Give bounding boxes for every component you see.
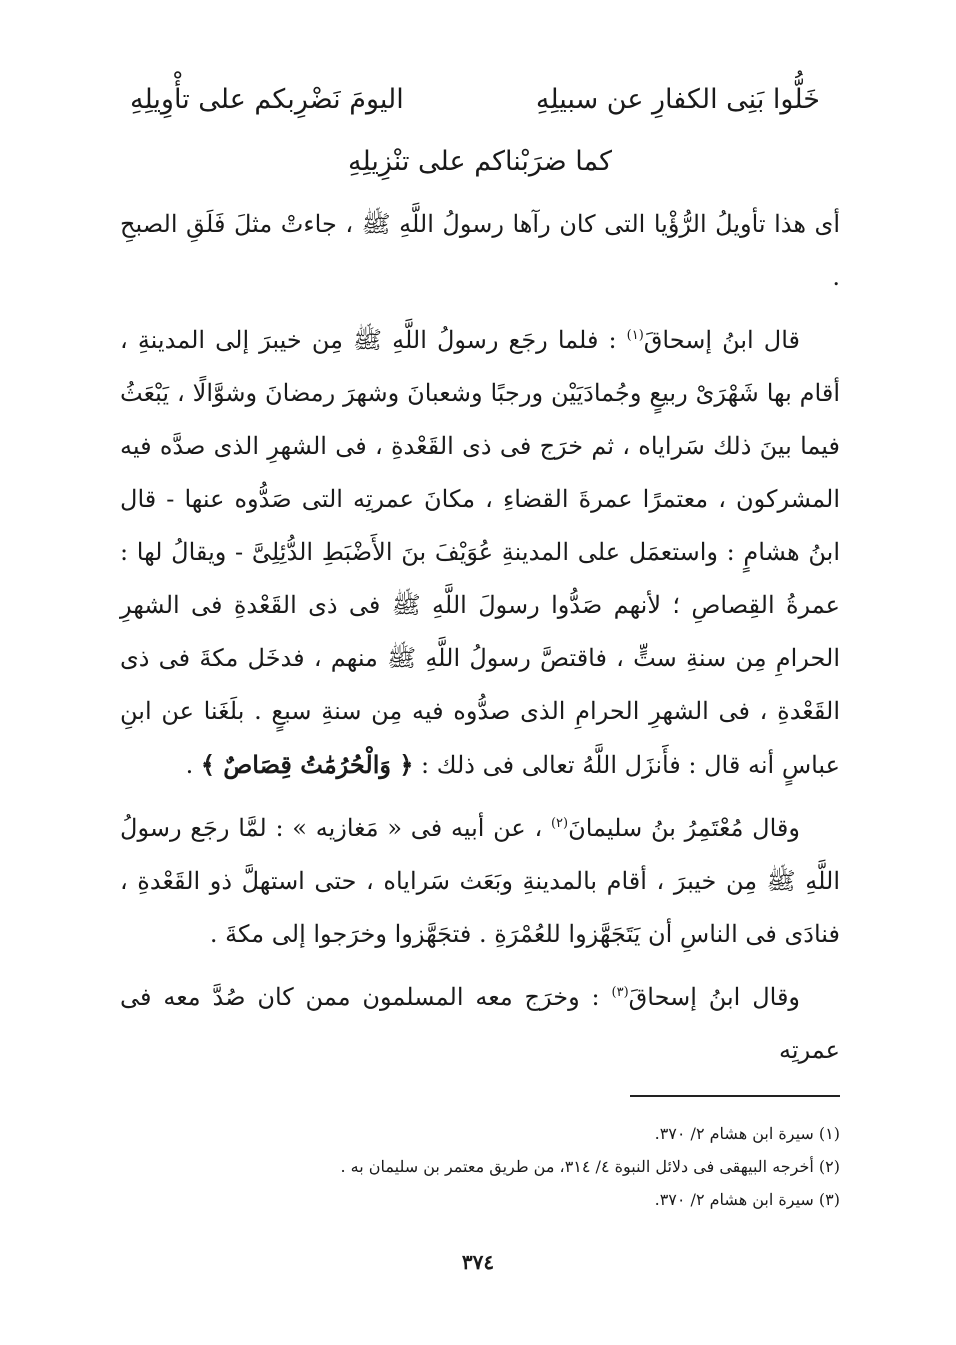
paragraph-2-text: : فلما رجَع رسولُ اللَّهِ ﷺ مِن خيبرَ إلى المدينةِ ، أقام بها شَهْرَىْ ربيعٍ وجُمادَيَيْن ورجبًا وشعبانَ وشهرَ رمضانَ وشوَّالًا ، يَبْعَثُ فيما بينَ ذلك سَراياه ، ثم خرَج فى ذى القَعْدةِ ، فى الشهرِ الذى صدَّه فيه المشركون ، معتمرًا عمرةَ القضاءِ ، مكانَ عمرتِه التى صَدُّوه عنها - قال ابنُ هشامٍ : واستعمَل على المدينةِ عُوَيْفَ بنَ الأَضْبَطِ الدُّئِلِىَّ - ويقالُ لها : عمرةُ القِصاصِ ؛ لأنهم صَدُّوا رسولَ اللَّهِ ﷺ فى ذى القَعْدةِ فى الشهرِ الحرامِ مِن سنةِ ستٍّ ، فاقتصَّ رسولُ اللَّهِ ﷺ منهم ، فدخَل مكةَ فى ذى القَعْدةِ ، فى الشهرِ الحرامِ الذى صدُّوه فيه مِن سنةِ سبعٍ . بلَغَنا عن ابنِ عباسٍ أنه قال : فأَنزَل اللَّهُ تعالى فى ذلك :	[120, 326, 840, 779]
quran-citation: ﴿ وَالْحُرُمَٰتُ قِصَاصٌ ﴾	[200, 750, 414, 779]
poem-hemistich-first: خَلُّوا بَنِى الكفارِ عن سبيلِهِ	[535, 84, 820, 115]
paragraph-3-lead: وقال مُعْتَمِرُ بنُ سليمانَ	[568, 814, 800, 842]
footnote-ref-3: (٣)	[611, 985, 629, 1000]
footnote-ref-1: (١)	[626, 328, 644, 343]
paragraph-3	[120, 802, 840, 961]
paragraph-4	[120, 971, 840, 1077]
paragraph-2	[120, 314, 840, 792]
poem-hemistich-third: كما ضرَبْناكم على تنْزِيلِهِ	[347, 146, 612, 177]
footnote-2: (٢) أخرجه البيهقى فى دلائل النبوة ٤/ ٣١٤، من طريق معتمر بن سليمان به .	[340, 1157, 840, 1176]
poem-hemistich-second: اليومَ نَضْرِبكم على تأْوِيلِهِ	[130, 84, 404, 115]
paragraph-1	[120, 198, 840, 304]
page-body	[120, 80, 840, 1216]
paragraph-1-text: أى هذا تأويلُ الرُّؤْيا التى كان رآها رسولُ اللَّهِ ﷺ ، جاءتْ مثلَ فَلَقِ الصبحِ .	[120, 210, 840, 291]
paragraph-4-text: : وخرَج معه المسلمون ممن كان صُدَّ معه فى عمرتِه	[120, 983, 840, 1064]
page-number: ٣٧٤	[461, 1250, 495, 1274]
footnote-1: (١) سيرة ابن هشام ٢/ ٣٧٠.	[654, 1124, 840, 1143]
paragraph-4-lead: وقال ابنُ إسحاقَ	[628, 983, 801, 1011]
footnote-divider	[630, 1095, 840, 1097]
poem-verse	[120, 80, 840, 120]
footnotes	[120, 1117, 840, 1216]
paragraph-3-text: ، عن أبيه فى « مَغازيه » : لمَّا رجَع رسولُ اللَّهِ ﷺ مِن خيبرَ ، أقام بالمدينةِ وبَعَث سَراياه ، حتى استهلَّ ذو القَعْدةِ ، فنادَى فى الناسِ أن يَتَجَهَّزوا للعُمْرَةِ . فتجَهَّزوا وخرَجوا إلى مكةَ .	[120, 814, 840, 948]
footnote-ref-2: (٢)	[550, 816, 569, 831]
paragraph-2-lead: قال ابنُ إسحاقَ	[643, 326, 800, 354]
footnote-3: (٣) سيرة ابن هشام ٢/ ٣٧٠.	[654, 1190, 840, 1209]
paragraph-2-end: .	[185, 751, 201, 779]
